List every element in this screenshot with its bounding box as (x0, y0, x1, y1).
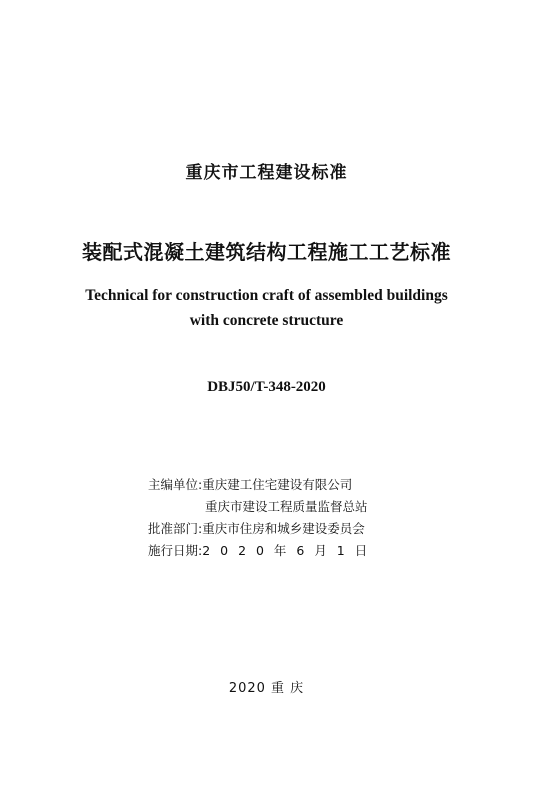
approver: 重庆市住房和城乡建设委员会 (202, 521, 365, 536)
editor-1: 重庆建工住宅建设有限公司 (202, 477, 353, 492)
editor-row-2 (148, 496, 370, 518)
title-english (0, 283, 533, 333)
series-title: 重庆市工程建设标准 (185, 163, 348, 183)
title-english-line-2: with concrete structure (189, 312, 344, 329)
publish-year-place: 2020 重 庆 (228, 681, 305, 696)
standard-code: DBJ50/T-348-2020 (207, 379, 326, 395)
date-label: 施行日期: (148, 543, 203, 558)
date-row (148, 540, 370, 562)
editor-row (148, 474, 370, 496)
title-english-line-1: Technical for construction craft of assembled buildings (85, 287, 448, 304)
approver-row (148, 518, 370, 540)
editor-2: 重庆市建设工程质量监督总站 (205, 499, 368, 514)
approver-label: 批准部门: (148, 521, 203, 536)
title-chinese: 装配式混凝土建筑结构工程施工工艺标准 (82, 240, 451, 264)
effective-date: 2 0 2 0 年 6 月 1 日 (202, 543, 371, 558)
editor-label: 主编单位: (148, 477, 203, 492)
publication-info (148, 474, 370, 562)
